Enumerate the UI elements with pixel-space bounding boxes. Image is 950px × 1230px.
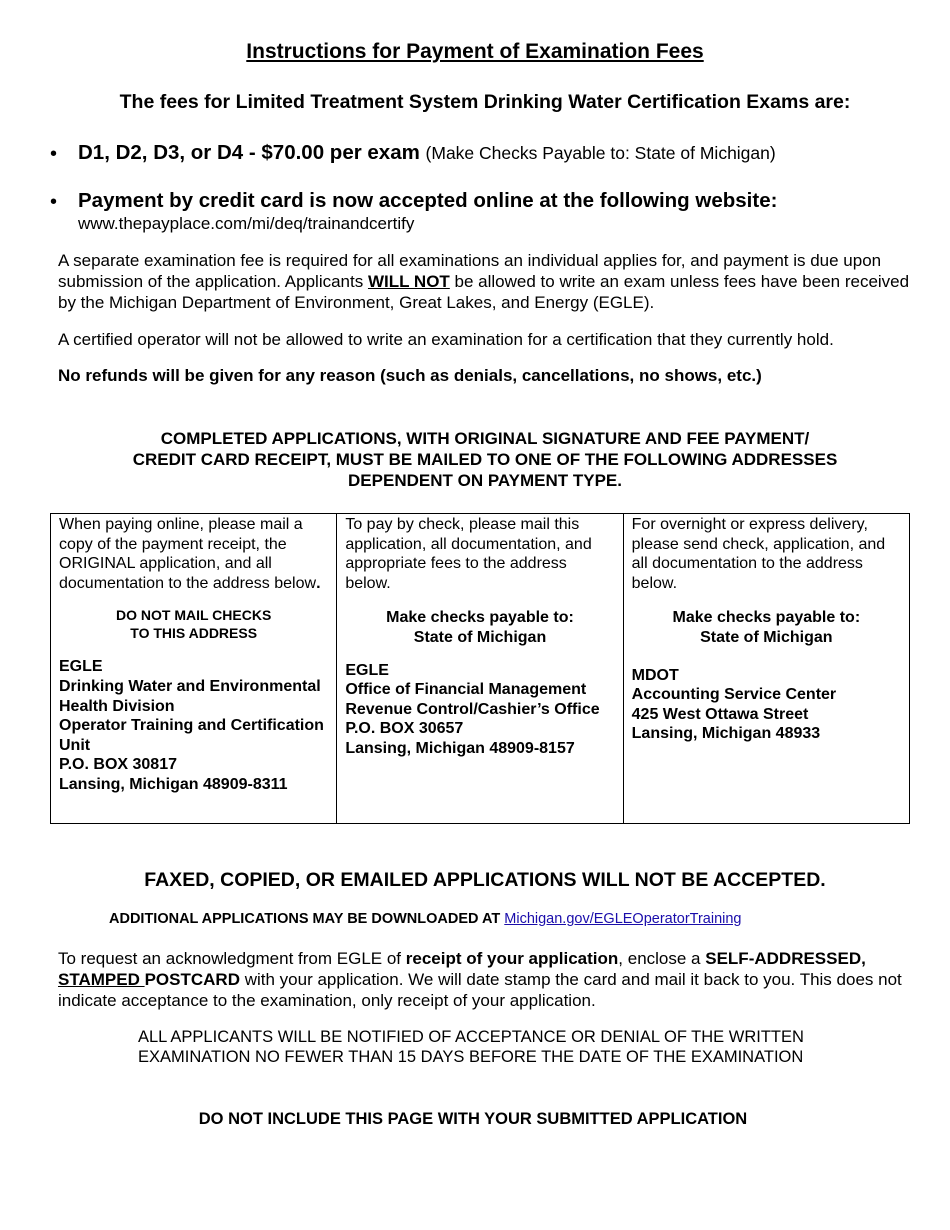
- fee-amount: D1, D2, D3, or D4 - $70.00 per exam: [78, 141, 420, 164]
- online-instructions: When paying online, please mail a copy of the payment receipt, the ORIGINAL application, and all documentation to the address below.: [59, 516, 321, 592]
- fee-bullet: [78, 141, 776, 165]
- faxed-not-accepted-notice: FAXED, COPIED, OR EMAILED APPLICATIONS WILL NOT BE ACCEPTED.: [144, 869, 826, 891]
- fee-requirement-paragraph: A separate examination fee is required for all examinations an individual applies for, and payment is due upon submission of the application. Applicants WILL NOT be allowed to write an exam unless fees have been received by the Michigan Department of Environment, Great Lakes, and Energy (EGLE).: [58, 251, 910, 312]
- additional-applications-line: [109, 911, 742, 927]
- do-not-include-notice: DO NOT INCLUDE THIS PAGE WITH YOUR SUBMITTED APPLICATION: [198, 1110, 748, 1128]
- bullet-icon: •: [50, 191, 58, 213]
- credit-card-bullet: Payment by credit card is now accepted online at the following website:: [78, 189, 778, 212]
- fee-payable-note: (Make Checks Payable to: State of Michigan): [425, 143, 776, 163]
- do-not-mail-checks-warning: DO NOT MAIL CHECKS TO THIS ADDRESS: [116, 607, 272, 642]
- bullet-icon: •: [50, 143, 58, 165]
- check-instructions: To pay by check, please mail this application, all documentation, and appropriate fees to the address below.: [345, 516, 592, 592]
- mailing-instructions-heading: COMPLETED APPLICATIONS, WITH ORIGINAL SIGNATURE AND FEE PAYMENT/ CREDIT CARD RECEIPT, MUST BE MAILED TO ONE OF THE FOLLOWING ADDRESSES DEPENDENT ON PAYMENT TYPE.: [132, 429, 838, 490]
- fees-subtitle: The fees for Limited Treatment System Drinking Water Certification Exams are:: [119, 91, 851, 113]
- operator-training-link[interactable]: Michigan.gov/EGLEOperatorTraining: [504, 911, 742, 927]
- will-not-emphasis: WILL NOT: [367, 272, 450, 291]
- payment-website-url: www.thepayplace.com/mi/deq/trainandcertify: [78, 214, 415, 233]
- check-payment-cell: [337, 514, 623, 824]
- overnight-delivery-cell: [623, 514, 909, 824]
- certified-operator-paragraph: A certified operator will not be allowed to write an examination for a certification that they currently hold.: [58, 330, 834, 349]
- check-mailing-address: EGLE Office of Financial Management Revenue Control/Cashier’s Office P.O. BOX 30657 Lansing, Michigan 48909-8157: [345, 661, 600, 757]
- overnight-mailing-address: MDOT Accounting Service Center 425 West Ottawa Street Lansing, Michigan 48933: [631, 666, 837, 743]
- check-payable-to: Make checks payable to: State of Michigan: [386, 609, 574, 646]
- online-payment-cell: [51, 514, 337, 824]
- notification-notice: ALL APPLICANTS WILL BE NOTIFIED OF ACCEPTANCE OR DENIAL OF THE WRITTEN EXAMINATION NO FEWER THAN 15 DAYS BEFORE THE DATE OF THE EXAMINATION: [138, 1028, 804, 1066]
- overnight-instructions: For overnight or express delivery, please send check, application, and all documentation to the address below.: [631, 516, 886, 592]
- additional-applications-label: ADDITIONAL APPLICATIONS MAY BE DOWNLOADED AT: [109, 911, 505, 927]
- no-refunds-notice: No refunds will be given for any reason (such as denials, cancellations, no shows, etc.): [58, 366, 762, 385]
- overnight-payable-to: Make checks payable to: State of Michigan: [672, 609, 861, 646]
- page-title: Instructions for Payment of Examination Fees: [246, 40, 704, 63]
- online-mailing-address: EGLE Drinking Water and Environmental Health Division Operator Training and Certification Unit P.O. BOX 30817 Lansing, Michigan 48909-8311: [59, 658, 324, 793]
- mailing-address-table: [50, 513, 910, 824]
- acknowledgment-paragraph: To request an acknowledgment from EGLE of receipt of your application, enclose a SELF-ADDRESSED, STAMPED POSTCARD with your application. We will date stamp the card and mail it back to you. This does not indicate acceptance to the examination, only receipt of your application.: [58, 949, 902, 1010]
